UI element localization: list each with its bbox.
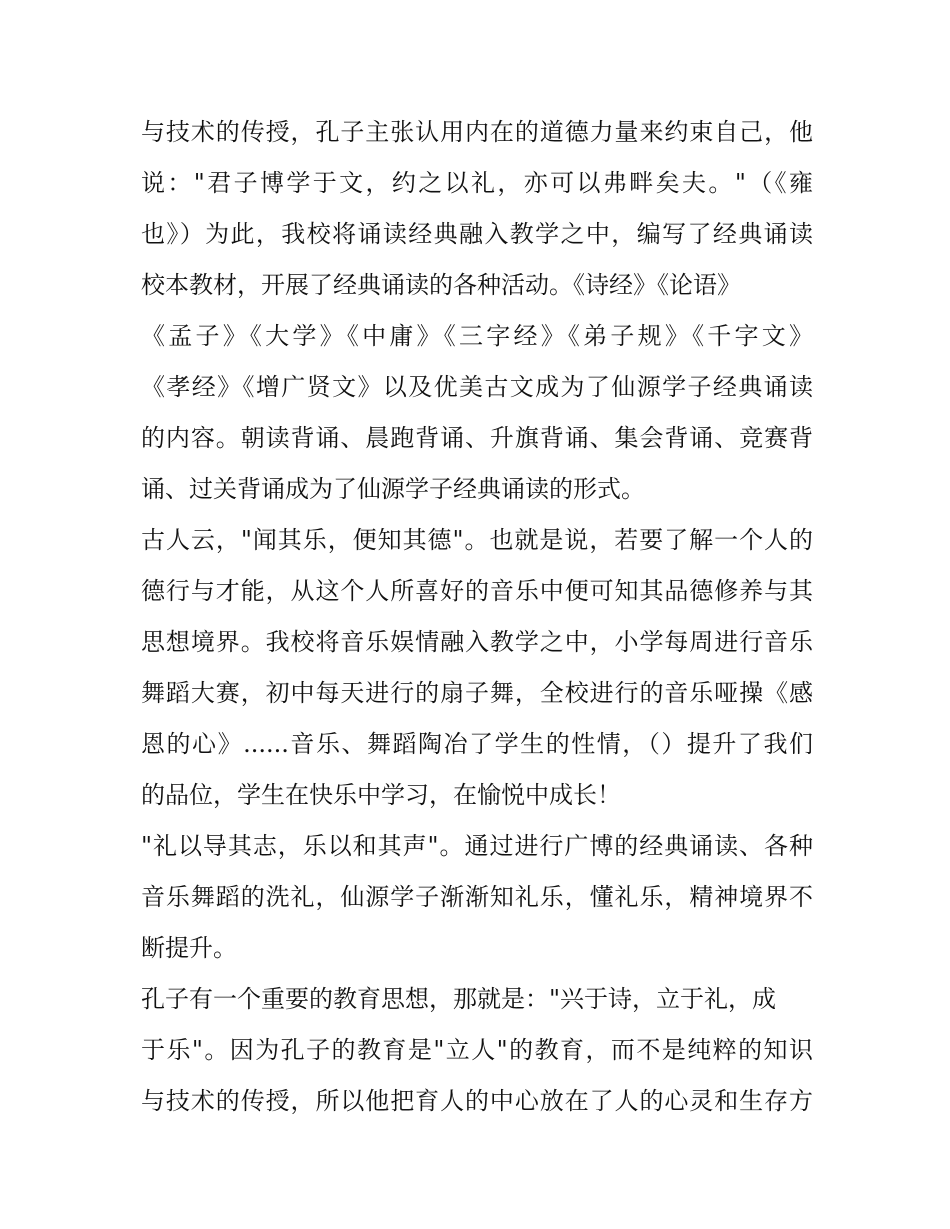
text-line: 与技术的传授，所以他把育人的中心放在了人的心灵和生存方: [141, 1087, 813, 1115]
text-line: 也》）为此，我校将诵读经典融入教学之中，编写了经典诵读: [141, 220, 813, 248]
text-line: 诵、过关背诵成为了仙源学子经典诵读的形式。: [141, 475, 645, 503]
text-line: 《孟子》《大学》《中庸》《三字经》《弟子规》《千字文》: [141, 322, 813, 350]
text-line: 舞蹈大赛，初中每天进行的扇子舞，全校进行的音乐哑操《感: [141, 679, 813, 707]
text-line: 古人云，"闻其乐，便知其德"。也就是说，若要了解一个人的: [141, 526, 813, 554]
text-line: 于乐"。因为孔子的教育是"立人"的教育，而不是纯粹的知识: [141, 1036, 813, 1064]
text-line: 孔子有一个重要的教育思想，那就是："兴于诗，立于礼，成: [141, 985, 777, 1013]
text-line: 校本教材，开展了经典诵读的各种活动。《诗经》《论语》: [141, 271, 741, 299]
text-line: 断提升。: [141, 934, 237, 962]
text-line: 说："君子博学于文，约之以礼，亦可以弗畔矣夫。"（《雍: [141, 169, 813, 197]
text-line: 思想境界。我校将音乐娱情融入教学之中，小学每周进行音乐: [141, 628, 813, 656]
text-line: 与技术的传授，孔子主张认用内在的道德力量来约束自己，他: [141, 118, 813, 146]
text-line: "礼以导其志，乐以和其声"。通过进行广博的经典诵读、各种: [141, 832, 813, 860]
text-line: 恩的心》......音乐、舞蹈陶冶了学生的性情，（）提升了我们: [141, 730, 813, 758]
text-line: 德行与才能，从这个人所喜好的音乐中便可知其品德修养与其: [141, 577, 813, 605]
text-line: 的品位，学生在快乐中学习，在愉悦中成长！: [141, 781, 621, 809]
text-line: 《孝经》《增广贤文》以及优美古文成为了仙源学子经典诵读: [141, 373, 813, 401]
document-body: [141, 107, 813, 1127]
text-line: 的内容。朝读背诵、晨跑背诵、升旗背诵、集会背诵、竞赛背: [141, 424, 813, 452]
text-line: 音乐舞蹈的洗礼，仙源学子渐渐知礼乐，懂礼乐，精神境界不: [141, 883, 813, 911]
